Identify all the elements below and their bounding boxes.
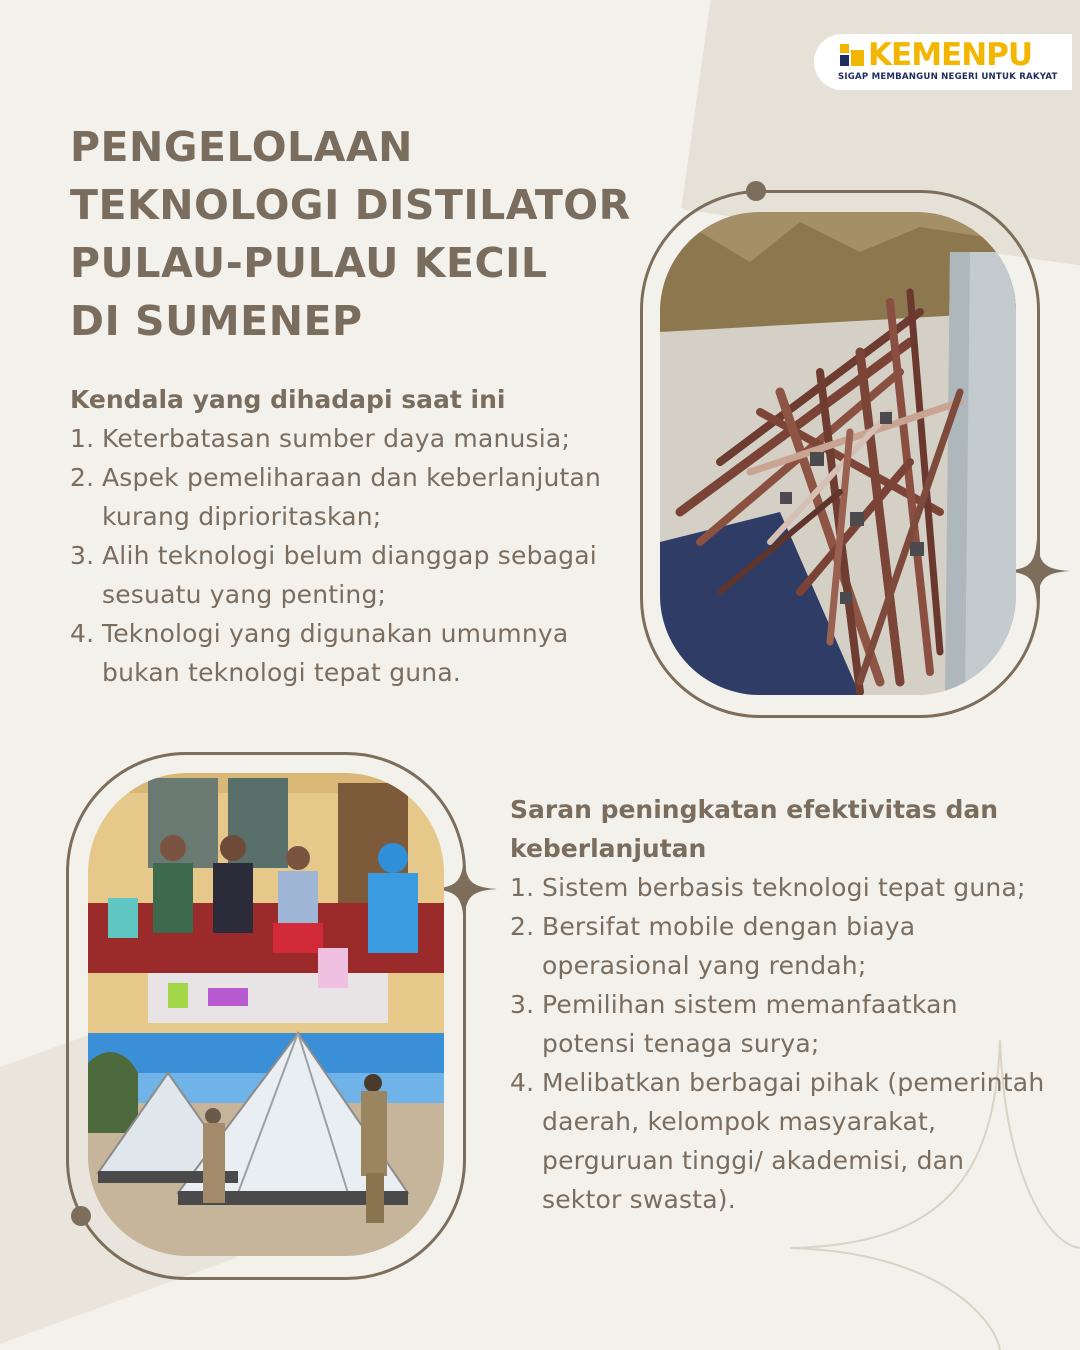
kemenpu-logo <box>814 34 1072 90</box>
title-line: PULAU-PULAU KECIL <box>70 239 548 287</box>
list-item: 2. Aspek pemeliharaan dan keberlanjutan kurang diprioritaskan; <box>70 463 602 531</box>
kemenpu-emblem-icon <box>838 42 866 68</box>
suggestions-heading: Saran peningkatan efektivitas dan keberlanjutan <box>510 795 999 863</box>
list-item: 2. Bersifat mobile dengan biaya operasional yang rendah; <box>510 912 916 980</box>
list-item: 4. Teknologi yang digunakan umumnya bukan teknologi tepat guna. <box>70 619 569 687</box>
suggestions-section <box>510 790 1050 1219</box>
suggestions-list <box>510 868 1050 1219</box>
frame-dot <box>746 181 766 201</box>
meeting-distillator-image <box>88 773 444 1256</box>
photo-meeting-and-distillators <box>88 773 444 1256</box>
list-item: 1. Keterbatasan sumber daya manusia; <box>70 424 571 453</box>
title-line: DI SUMENEP <box>70 297 363 345</box>
title-line: TEKNOLOGI DISTILATOR <box>70 181 631 229</box>
title-line: PENGELOLAAN <box>70 123 413 171</box>
list-item: 3. Pemilihan sistem memanfaatkan potensi tenaga surya; <box>510 990 958 1058</box>
list-item: 4. Melibatkan berbagai pihak (pemerintah daerah, kelompok masyarakat, perguruan tinggi/ akademisi, dan sektor swasta). <box>510 1068 1045 1214</box>
list-item: 1. Sistem berbasis teknologi tepat guna; <box>510 873 1026 902</box>
constraints-heading: Kendala yang dihadapi saat ini <box>70 385 506 414</box>
list-item: 3. Alih teknologi belum dianggap sebagai sesuatu yang penting; <box>70 541 597 609</box>
logo-tagline: SIGAP MEMBANGUN NEGERI UNTUK RAKYAT <box>838 72 1058 82</box>
frame-dot <box>71 1206 91 1226</box>
photo-abandoned-pipes <box>660 212 1016 695</box>
constraints-section <box>70 380 630 692</box>
constraints-list <box>70 419 630 692</box>
pipes-image <box>660 212 1016 695</box>
page-title <box>70 118 630 350</box>
logo-wordmark: KEMENPU <box>868 37 1033 73</box>
